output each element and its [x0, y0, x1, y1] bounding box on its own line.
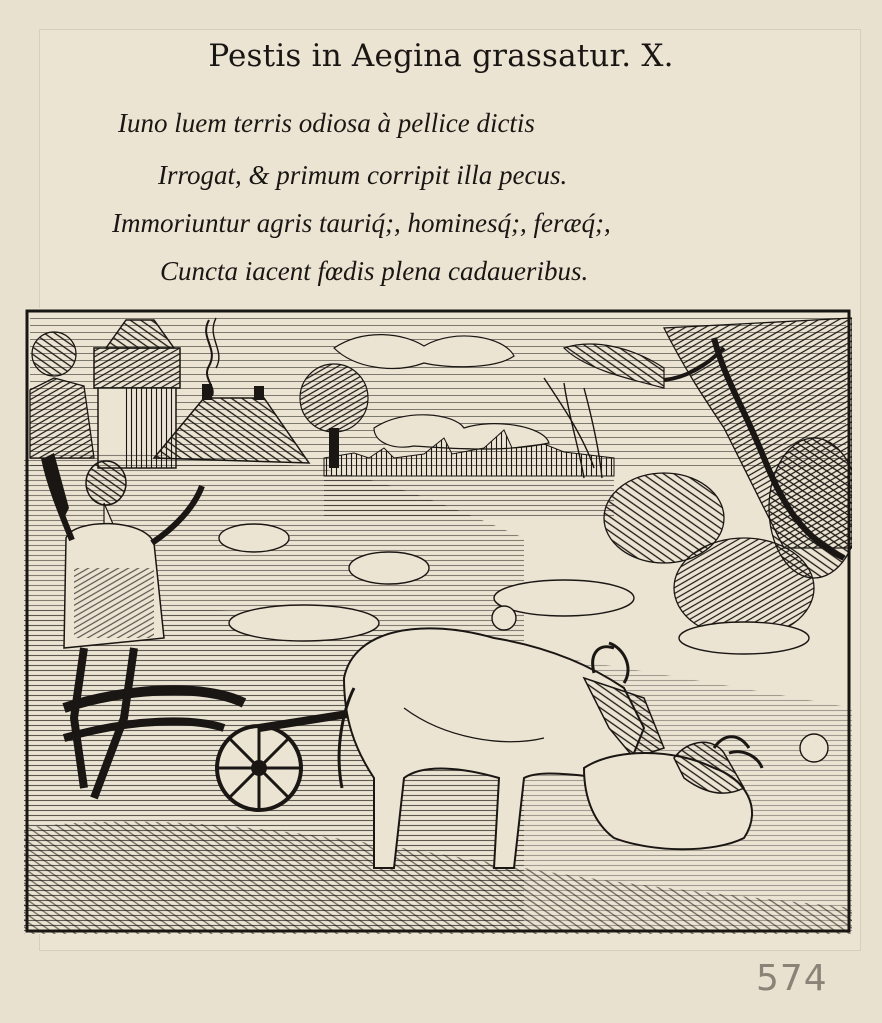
verse-line-1: Iuno luem terris odiosa à pellice dictis: [118, 108, 535, 138]
catalog-number: 574: [756, 958, 828, 999]
verse-line-3: Immoriuntur agris tauriq́;, hominesq́;, feræq́;,: [112, 208, 611, 238]
woodcut-illustration: [24, 308, 852, 934]
verse-line-4: Cuncta iacent fœdis plena cadaueribus.: [160, 256, 589, 286]
page-title: Pestis in Aegina grassatur. X.: [208, 38, 674, 74]
verse-line-2: Irrogat, & primum corripit illa pecus.: [158, 160, 568, 190]
